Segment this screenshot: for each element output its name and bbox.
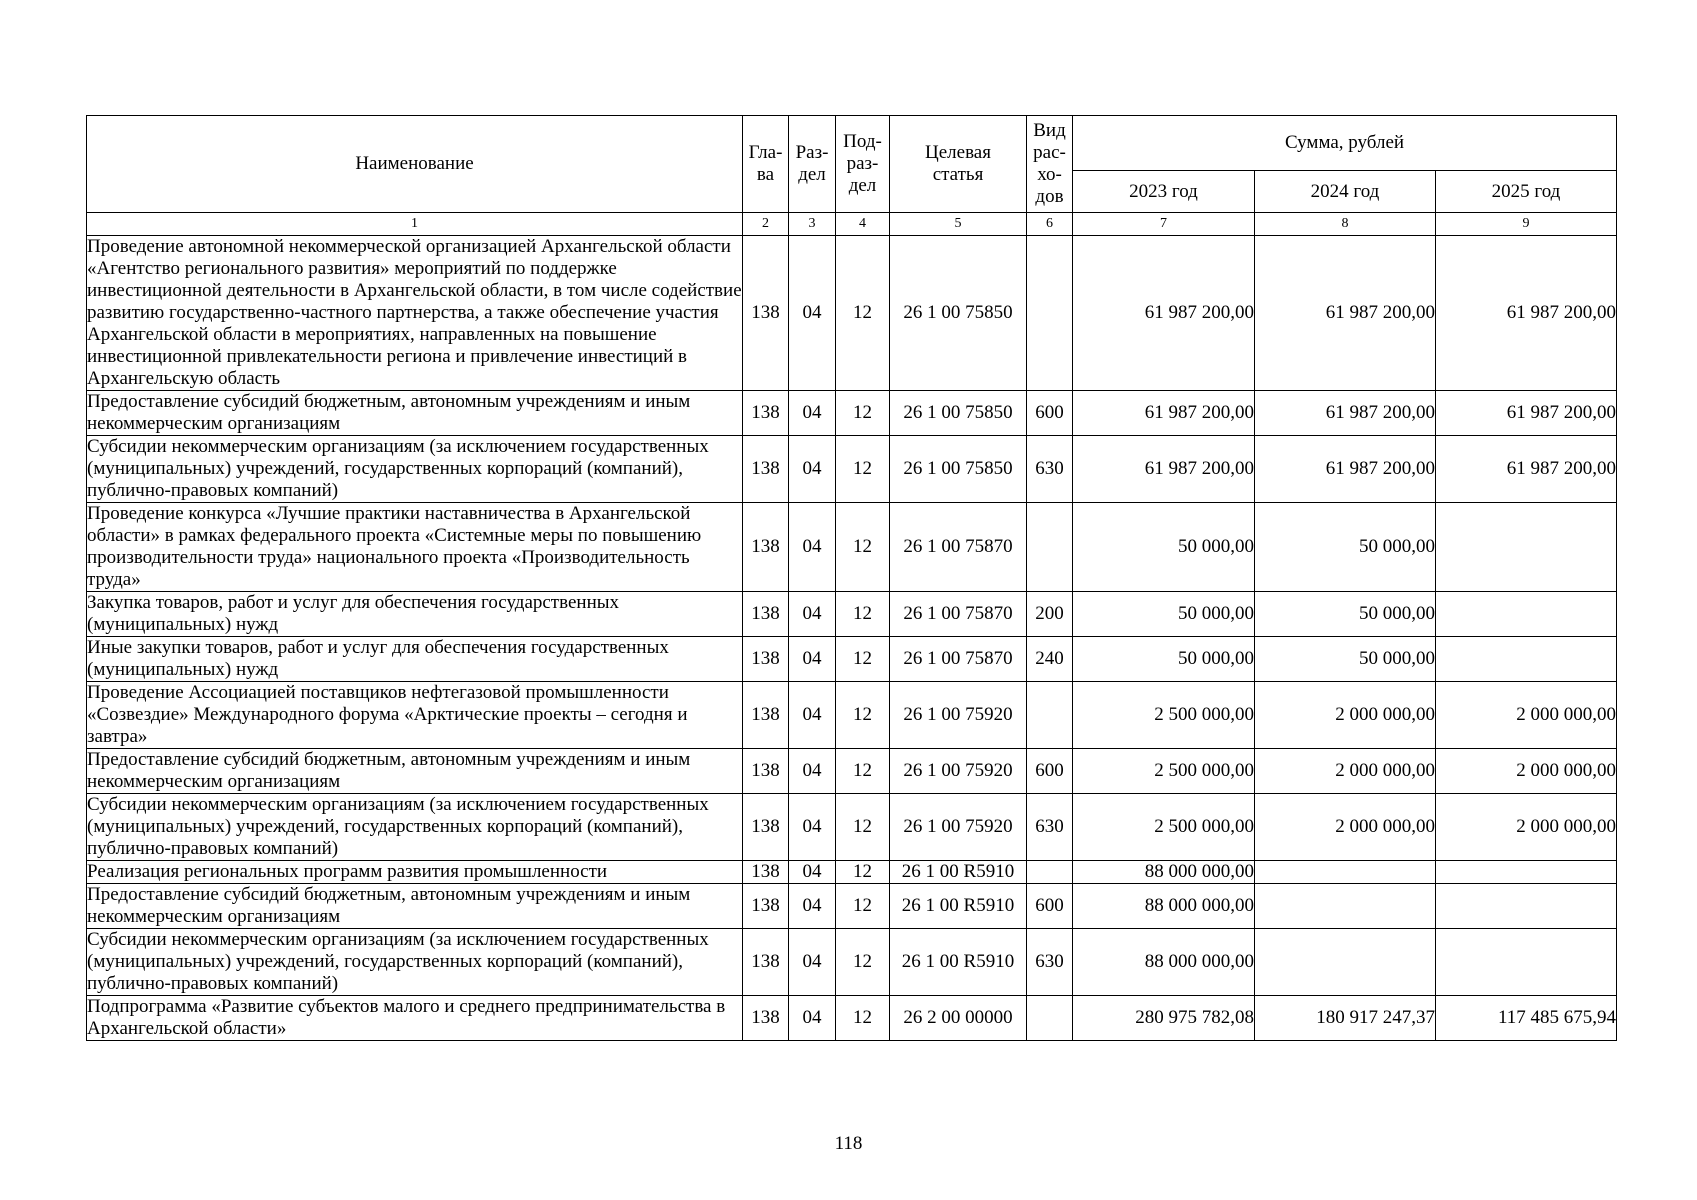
column-number: 8 (1255, 213, 1436, 236)
row-vid: 600 (1027, 749, 1073, 794)
row-sum-2024 (1255, 884, 1436, 929)
row-glava: 138 (743, 592, 789, 637)
row-target: 26 1 00 75870 (890, 637, 1027, 682)
row-razdel: 04 (789, 749, 836, 794)
row-razdel: 04 (789, 794, 836, 861)
row-name: Предоставление субсидий бюджетным, автономным учреждениям и иным некоммерческим организациям (87, 884, 743, 929)
row-sum-2025: 61 987 200,00 (1436, 236, 1617, 391)
table-row (87, 861, 1617, 884)
row-sum-2023: 88 000 000,00 (1073, 884, 1255, 929)
row-podrazdel: 12 (836, 236, 890, 391)
row-sum-2024: 2 000 000,00 (1255, 682, 1436, 749)
row-sum-2023: 2 500 000,00 (1073, 749, 1255, 794)
row-podrazdel: 12 (836, 637, 890, 682)
row-podrazdel: 12 (836, 503, 890, 592)
column-number: 6 (1027, 213, 1073, 236)
row-sum-2023: 88 000 000,00 (1073, 861, 1255, 884)
row-sum-2024: 2 000 000,00 (1255, 749, 1436, 794)
row-sum-2025 (1436, 503, 1617, 592)
header-year-2023: 2023 год (1073, 171, 1255, 213)
row-razdel: 04 (789, 436, 836, 503)
row-razdel: 04 (789, 236, 836, 391)
row-sum-2025 (1436, 592, 1617, 637)
row-sum-2023: 280 975 782,08 (1073, 996, 1255, 1041)
row-target: 26 1 00 75920 (890, 749, 1027, 794)
table-row (87, 682, 1617, 749)
row-glava: 138 (743, 929, 789, 996)
row-glava: 138 (743, 861, 789, 884)
row-podrazdel: 12 (836, 592, 890, 637)
row-podrazdel: 12 (836, 749, 890, 794)
row-sum-2023: 50 000,00 (1073, 503, 1255, 592)
row-sum-2024: 2 000 000,00 (1255, 794, 1436, 861)
row-sum-2023: 2 500 000,00 (1073, 682, 1255, 749)
row-name: Субсидии некоммерческим организациям (за исключением государственных (муниципальных) учреждений, государственных корпораций (компаний), публично-правовых компаний) (87, 794, 743, 861)
row-podrazdel: 12 (836, 861, 890, 884)
row-podrazdel: 12 (836, 884, 890, 929)
row-vid: 600 (1027, 884, 1073, 929)
row-glava: 138 (743, 391, 789, 436)
row-podrazdel: 12 (836, 929, 890, 996)
row-sum-2023: 88 000 000,00 (1073, 929, 1255, 996)
header-razdel: Раз- дел (789, 116, 836, 213)
row-sum-2023: 61 987 200,00 (1073, 436, 1255, 503)
row-target: 26 1 00 75850 (890, 436, 1027, 503)
row-target: 26 2 00 00000 (890, 996, 1027, 1041)
row-sum-2025: 2 000 000,00 (1436, 794, 1617, 861)
row-glava: 138 (743, 637, 789, 682)
row-target: 26 1 00 75850 (890, 236, 1027, 391)
row-target: 26 1 00 75850 (890, 391, 1027, 436)
row-sum-2024 (1255, 929, 1436, 996)
row-razdel: 04 (789, 503, 836, 592)
row-glava: 138 (743, 884, 789, 929)
row-glava: 138 (743, 996, 789, 1041)
row-sum-2025 (1436, 637, 1617, 682)
row-name: Предоставление субсидий бюджетным, автономным учреждениям и иным некоммерческим организациям (87, 391, 743, 436)
row-razdel: 04 (789, 861, 836, 884)
table-row (87, 637, 1617, 682)
row-sum-2024: 61 987 200,00 (1255, 436, 1436, 503)
column-number: 5 (890, 213, 1027, 236)
header-name: Наименование (87, 116, 743, 213)
row-vid (1027, 861, 1073, 884)
row-razdel: 04 (789, 929, 836, 996)
row-sum-2025: 61 987 200,00 (1436, 391, 1617, 436)
row-glava: 138 (743, 503, 789, 592)
row-vid: 630 (1027, 794, 1073, 861)
row-name: Реализация региональных программ развития промышленности (87, 861, 743, 884)
row-sum-2024 (1255, 861, 1436, 884)
header-sum: Сумма, рублей (1073, 116, 1617, 171)
row-sum-2024: 61 987 200,00 (1255, 236, 1436, 391)
row-target: 26 1 00 75920 (890, 682, 1027, 749)
row-vid: 630 (1027, 436, 1073, 503)
row-razdel: 04 (789, 391, 836, 436)
row-name: Проведение автономной некоммерческой организацией Архангельской области «Агентство регионального развития» мероприятий по поддержке инвестиционной деятельности в Архангельской области, в том числе содействие развитию государственно-частного партнерства, а также обеспечение участия Архангельской области в мероприятиях, направленных на повышение инвестиционной привлекательности региона и привлечение инвестиций в Архангельскую область (87, 236, 742, 389)
row-sum-2025 (1436, 861, 1617, 884)
row-podrazdel: 12 (836, 682, 890, 749)
row-glava: 138 (743, 436, 789, 503)
table-row (87, 794, 1617, 861)
row-vid: 630 (1027, 929, 1073, 996)
row-razdel: 04 (789, 592, 836, 637)
row-podrazdel: 12 (836, 436, 890, 503)
row-razdel: 04 (789, 884, 836, 929)
row-glava: 138 (743, 794, 789, 861)
row-name: Иные закупки товаров, работ и услуг для обеспечения государственных (муниципальных) нужд (87, 637, 743, 682)
row-sum-2023: 61 987 200,00 (1073, 391, 1255, 436)
header-year-2025: 2025 год (1436, 171, 1617, 213)
row-vid: 600 (1027, 391, 1073, 436)
table-row (87, 996, 1617, 1041)
row-sum-2025: 2 000 000,00 (1436, 682, 1617, 749)
table-row (87, 391, 1617, 436)
column-number: 3 (789, 213, 836, 236)
row-sum-2024: 50 000,00 (1255, 503, 1436, 592)
table-row (87, 236, 1617, 391)
row-vid: 240 (1027, 637, 1073, 682)
column-number: 4 (836, 213, 890, 236)
header-glava: Гла- ва (743, 116, 789, 213)
row-razdel: 04 (789, 682, 836, 749)
row-podrazdel: 12 (836, 996, 890, 1041)
row-podrazdel: 12 (836, 391, 890, 436)
row-sum-2024: 61 987 200,00 (1255, 391, 1436, 436)
row-sum-2025: 117 485 675,94 (1436, 996, 1617, 1041)
header-target: Целевая статья (890, 116, 1027, 213)
row-name: Подпрограмма «Развитие субъектов малого и среднего предпринимательства в Архангельской области» (87, 996, 743, 1041)
table-row (87, 503, 1617, 592)
row-podrazdel: 12 (836, 794, 890, 861)
column-number: 9 (1436, 213, 1617, 236)
row-name: Закупка товаров, работ и услуг для обеспечения государственных (муниципальных) нужд (87, 592, 743, 637)
row-vid (1027, 236, 1073, 391)
row-sum-2024: 50 000,00 (1255, 637, 1436, 682)
row-glava: 138 (743, 749, 789, 794)
budget-table (86, 115, 1617, 1041)
row-sum-2025 (1436, 929, 1617, 996)
row-sum-2023: 61 987 200,00 (1073, 236, 1255, 391)
row-razdel: 04 (789, 637, 836, 682)
row-sum-2025 (1436, 884, 1617, 929)
table-row (87, 749, 1617, 794)
row-vid (1027, 503, 1073, 592)
row-name: Субсидии некоммерческим организациям (за исключением государственных (муниципальных) учреждений, государственных корпораций (компаний), публично-правовых компаний) (87, 929, 743, 996)
page-number: 118 (834, 1133, 863, 1154)
row-glava: 138 (743, 236, 789, 391)
row-sum-2023: 50 000,00 (1073, 637, 1255, 682)
row-vid (1027, 682, 1073, 749)
table-row (87, 436, 1617, 503)
row-name: Проведение конкурса «Лучшие практики наставничества в Архангельской области» в рамках федерального проекта «Системные меры по повышению производительности труда» национального проекта «Производительность труда» (87, 503, 743, 592)
row-target: 26 1 00 75870 (890, 503, 1027, 592)
table-row (87, 884, 1617, 929)
table-row (87, 592, 1617, 637)
row-sum-2023: 2 500 000,00 (1073, 794, 1255, 861)
row-name: Предоставление субсидий бюджетным, автономным учреждениям и иным некоммерческим организациям (87, 749, 743, 794)
row-razdel: 04 (789, 996, 836, 1041)
row-target: 26 1 00 R5910 (890, 929, 1027, 996)
row-vid (1027, 996, 1073, 1041)
row-sum-2023: 50 000,00 (1073, 592, 1255, 637)
row-name: Проведение Ассоциацией поставщиков нефтегазовой промышленности «Созвездие» Международного форума «Арктические проекты – сегодня и завтра» (87, 682, 743, 749)
row-target: 26 1 00 75920 (890, 794, 1027, 861)
header-vid: Вид рас- хо- дов (1027, 116, 1073, 213)
column-number: 7 (1073, 213, 1255, 236)
header-podrazdel: Под- раз- дел (836, 116, 890, 213)
row-sum-2025: 61 987 200,00 (1436, 436, 1617, 503)
row-target: 26 1 00 75870 (890, 592, 1027, 637)
row-target: 26 1 00 R5910 (890, 884, 1027, 929)
row-sum-2024: 180 917 247,37 (1255, 996, 1436, 1041)
header-year-2024: 2024 год (1255, 171, 1436, 213)
table-row (87, 929, 1617, 996)
row-name: Субсидии некоммерческим организациям (за исключением государственных (муниципальных) учреждений, государственных корпораций (компаний), публично-правовых компаний) (87, 436, 743, 503)
row-sum-2024: 50 000,00 (1255, 592, 1436, 637)
column-number: 1 (87, 213, 743, 236)
row-target: 26 1 00 R5910 (890, 861, 1027, 884)
column-number: 2 (743, 213, 789, 236)
row-vid: 200 (1027, 592, 1073, 637)
row-glava: 138 (743, 682, 789, 749)
row-sum-2025: 2 000 000,00 (1436, 749, 1617, 794)
